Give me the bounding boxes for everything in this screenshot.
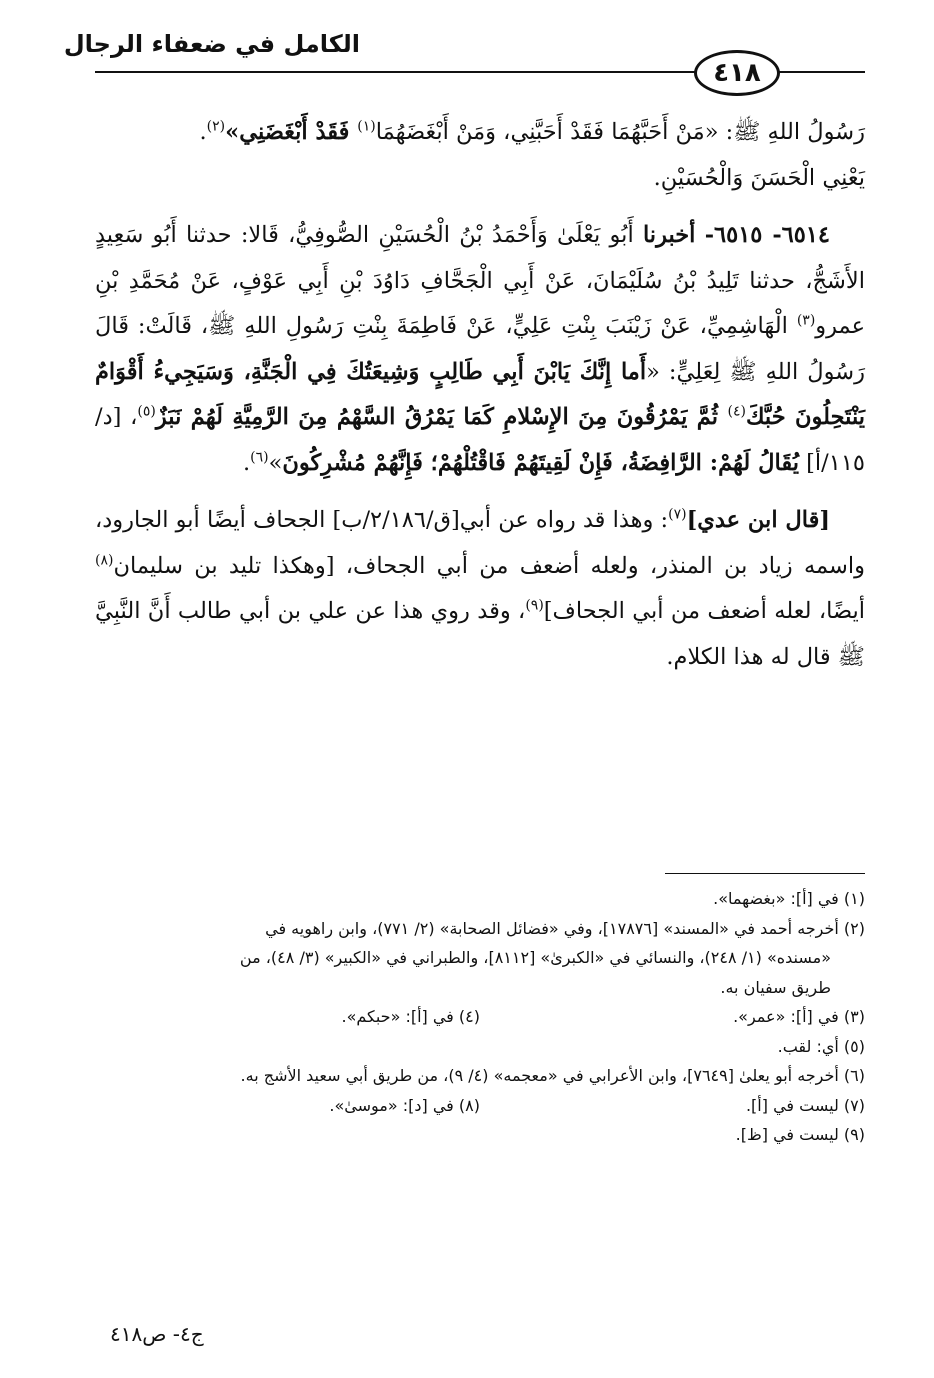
footnote-2-cont: «مسنده» (١/ ٢٤٨)، والنسائي في «الكبرىٰ» [٨١١٢]، والطبراني في «الكبير» (٣/ ٤٨)، من — [239, 948, 831, 967]
footnote-ref: (٩) — [525, 597, 544, 614]
text-run: ، وقد روي هذا عن علي بن أبي طالب أَنَّ النَّبِيَّ ﷺ قال له هذا الكلام. — [95, 598, 865, 670]
footnote-ref: (٨) — [95, 552, 114, 568]
footnote-4: (٤) في [أ]: «حبكم». — [341, 1007, 480, 1026]
footnote-ref: (٥) — [137, 403, 156, 420]
text-run: أيضًا، لعله أضعف من أبي الجحاف] — [543, 598, 865, 624]
footnote-ref: (٣) — [796, 312, 816, 329]
text-run: رَسُولُ اللهِ ﷺ: «مَنْ أَحَبَّهُمَا فَقَدْ أَحَبَّنِي، وَمَنْ أَبْغَضَهُمَا — [375, 119, 865, 145]
volume-page-footer: ج٤- ص٤١٨ — [110, 1322, 204, 1346]
text-run: [قال ابن عدي] — [686, 507, 831, 533]
paragraph-hadith-end — [95, 110, 865, 201]
text-run: » — [268, 449, 283, 476]
paragraph-gap — [95, 486, 865, 498]
footnote-2-cont: طريق سفيان به. — [720, 977, 831, 997]
text-run: ثُمَّ يَمْرُقُونَ مِنَ الإِسْلامِ كَمَا يَمْرُقُ السَّهْمُ مِنَ الرَّمِيَّةِ لَهُمْ نَبَزٌ — [155, 404, 728, 430]
footnote-2: (٢) أخرجه أحمد في «المسند» [١٧٨٧٦]، وفي «فضائل الصحابة» (٢/ ٧٧١)، وابن راهويه في — [265, 918, 865, 938]
footnote-ref: (١) — [357, 118, 376, 135]
footnote-8: (٨) في [د]: «موسىٰ». — [329, 1095, 480, 1115]
footnote-3: (٣) في [أ]: «عمر». — [733, 1007, 865, 1026]
text-run: . — [242, 449, 251, 476]
page-number: ٤١٨ — [694, 50, 780, 96]
paragraph-hadith-6514 — [95, 213, 865, 486]
footnote-6: (٦) أخرجه أبو يعلىٰ [٧٦٤٩]، وابن الأعرابي في «معجمه» (٤/ ٩)، من طريق أبي سعيد الأشج به. — [240, 1066, 865, 1085]
footnote-7: (٧) ليست في [أ]. — [745, 1095, 865, 1115]
footnote-row — [95, 1091, 865, 1121]
footnote-rule — [665, 873, 865, 874]
text-run: أَما إِنَّكَ يَابْنَ أَبِي طَالِبٍ وَشِيعَتُكَ فِي الْجَنَّةِ، وَسَيَجِيءُ أَقْوَامٌ يَنْتَحِلُونَ حُبَّكَ — [95, 358, 865, 430]
footnote-ref: (٦) — [250, 449, 269, 465]
hadith-number: ٦٥١٤- ٦٥١٥- — [704, 222, 831, 248]
manuscript-ref: ، [د/١١٥/أ] — [95, 404, 865, 476]
text-run: الْهَاشِمِيِّ، عَنْ زَيْنَبَ بِنْتِ عَلِيٍّ، عَنْ فَاطِمَةَ بِنْتِ رَسُولِ اللهِ ﷺ، قَالَتْ: قَالَ رَسُولُ اللهِ ﷺ لِعَلِيٍّ: « — [95, 313, 865, 385]
paragraph-gap — [95, 201, 865, 213]
running-title: الكامل في ضعفاء الرجال — [63, 30, 360, 58]
text-run: فَقَدْ أَبْغَضَنِي» — [225, 119, 358, 145]
footnote-ref: (٤) — [727, 403, 746, 420]
text-run: يَعْنِي الْحَسَنَ وَالْحُسَيْنِ. — [653, 164, 865, 191]
footnote-row — [95, 1002, 865, 1032]
footnote-9: (٩) ليست في [ظ]. — [735, 1125, 865, 1144]
footnote-ref: (٧) — [668, 506, 687, 523]
footnote-1: (١) في [أ]: «بغضهما». — [713, 889, 865, 908]
main-text — [95, 110, 865, 680]
text-run: يُقَالُ لَهُمْ: الرَّافِضَةُ، فَإِنْ لَقِيتَهُمْ فَاقْتُلْهُمْ؛ فَإِنَّهُمْ مُشْرِكُونَ — [282, 449, 799, 476]
text-run: : وهذا قد رواه عن أبي[ق/٢/١٨٦/ب] الجحاف أيضًا أبو الجارود، واسمه زياد بن المنذر، ولعله أضعف من أبي الجحاف، [وهكذا تليد بن سليمان — [95, 507, 865, 579]
text-run: . — [199, 119, 207, 145]
footnote-ref: (٢) — [206, 118, 226, 135]
text-run: أخبرنا — [642, 222, 696, 248]
text-run: أَبُو يَعْلَىٰ وَأَحْمَدُ بْنُ الْحُسَيْنِ الصُّوفِيُّ، قَالا: حدثنا أَبُو سَعِيدٍ الأَشَجُّ، حدثنا تَلِيدُ بْنُ سُلَيْمَانَ، عَنْ أَبِي الْجَحَّافِ دَاوُدَ بْنِ أَبِي عَوْفٍ، عَنْ مُحَمَّدِ بْنِ عمرو — [95, 222, 865, 339]
footnote-5: (٥) أي: لقب. — [777, 1036, 865, 1056]
footnotes — [95, 884, 865, 1150]
paragraph-ibn-adi — [95, 498, 865, 680]
